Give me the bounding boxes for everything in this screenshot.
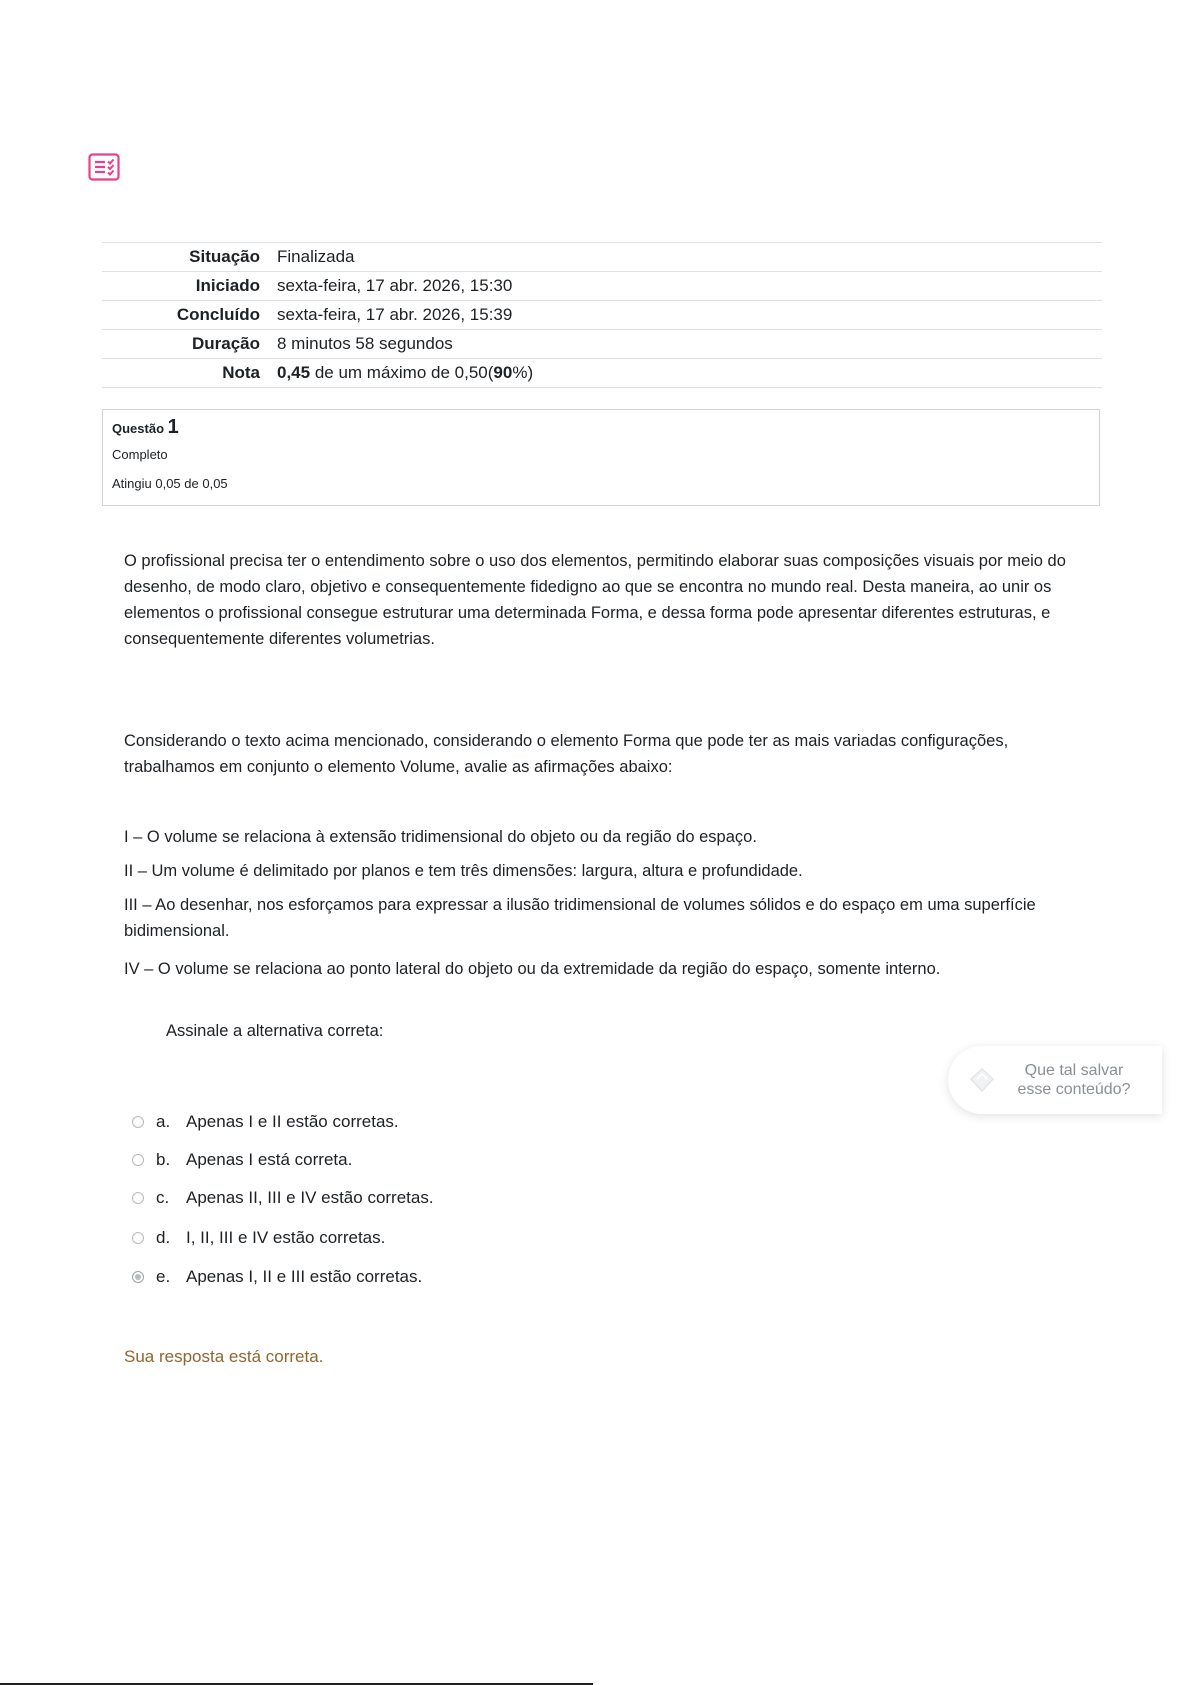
question-info-box <box>102 409 1100 506</box>
summary-label: Iniciado <box>195 276 260 295</box>
option-letter: c. <box>156 1188 170 1207</box>
save-content-widget[interactable] <box>948 1046 1162 1114</box>
summary-label: Concluído <box>176 305 260 324</box>
attempt-summary-table <box>102 242 1102 388</box>
summary-row-started <box>102 272 1102 301</box>
question-mark: Atingiu 0,05 de 0,05 <box>112 476 228 491</box>
summary-value: Finalizada <box>277 247 355 266</box>
option-letter: e. <box>156 1267 171 1286</box>
answer-feedback: Sua resposta está correta. <box>124 1347 324 1366</box>
save-widget-line2: esse conteúdo? <box>1017 1081 1131 1098</box>
summary-row-duration <box>102 330 1102 359</box>
radio-button[interactable] <box>132 1116 144 1128</box>
option-letter: a. <box>156 1112 171 1131</box>
question-state: Completo <box>112 447 168 462</box>
summary-value: sexta-feira, 17 abr. 2026, 15:39 <box>277 305 513 324</box>
question-number-value: 1 <box>167 416 179 438</box>
radio-button[interactable] <box>132 1192 144 1204</box>
option-letter: b. <box>156 1150 171 1169</box>
statement-item: III – Ao desenhar, nos esforçamos para expressar a ilusão tridimensional de volumes sólidos e do espaço em uma superfície bidimensional. <box>124 896 1036 940</box>
question-consider-paragraph: Considerando o texto acima mencionado, considerando o elemento Forma que pode ter as mais variadas configurações, trabalhamos em conjunto o elemento Volume, avalie as afirmações abaixo: <box>124 732 1009 776</box>
answer-option-b[interactable] <box>132 1148 352 1172</box>
grade-percent: 90 <box>493 363 513 382</box>
question-instruction: Assinale a alternativa correta: <box>166 1022 384 1040</box>
answer-option-c[interactable] <box>132 1186 434 1210</box>
summary-label: Duração <box>191 334 260 353</box>
option-text: Apenas I está correta. <box>186 1150 353 1169</box>
radio-button[interactable] <box>132 1232 144 1244</box>
quiz-review-icon <box>88 153 120 181</box>
summary-label: Situação <box>189 247 260 266</box>
radio-button[interactable] <box>132 1154 144 1166</box>
bookmark-save-icon <box>968 1066 996 1094</box>
statement-item: I – O volume se relaciona à extensão tridimensional do objeto ou da região do espaço. <box>124 828 757 846</box>
question-label: Questão <box>112 421 165 436</box>
summary-value: 8 minutos 58 segundos <box>277 334 453 353</box>
answer-option-a[interactable] <box>132 1110 399 1134</box>
grade-score: 0,45 <box>277 363 311 382</box>
save-widget-text <box>1004 1061 1144 1099</box>
grade-value <box>277 359 1102 388</box>
grade-suffix: %) <box>512 363 534 382</box>
statement-item: IV – O volume se relaciona ao ponto lateral do objeto ou da extremidade da região do espaço, somente interno. <box>124 960 941 978</box>
save-widget-line1: Que tal salvar <box>1024 1062 1124 1079</box>
summary-label: Nota <box>222 363 260 382</box>
question-number <box>112 416 1090 439</box>
summary-row-completed <box>102 301 1102 330</box>
grade-middle: de um máximo de 0,50( <box>310 363 494 382</box>
option-text: I, II, III e IV estão corretas. <box>186 1228 386 1247</box>
radio-button-selected[interactable] <box>132 1271 144 1283</box>
summary-value: sexta-feira, 17 abr. 2026, 15:30 <box>277 276 513 295</box>
question-intro-paragraph: O profissional precisa ter o entendimento sobre o uso dos elementos, permitindo elaborar suas composições visuais por meio do desenho, de modo claro, objetivo e consequentemente fidedigno ao que se encontra no mundo real. Desta maneira, ao unir os elementos o profissional consegue estruturar uma determinada Forma, e dessa forma pode apresentar diferentes estruturas, e consequentemente diferentes volumetrias. <box>124 552 1066 648</box>
option-text: Apenas I, II e III estão corretas. <box>186 1267 423 1286</box>
option-text: Apenas II, III e IV estão corretas. <box>186 1188 434 1207</box>
answer-option-e[interactable] <box>132 1265 422 1289</box>
summary-row-status <box>102 243 1102 272</box>
summary-row-grade <box>102 359 1102 388</box>
statement-item: II – Um volume é delimitado por planos e tem três dimensões: largura, altura e profundidade. <box>124 862 803 880</box>
option-text: Apenas I e II estão corretas. <box>186 1112 399 1131</box>
option-letter: d. <box>156 1228 171 1247</box>
answer-option-d[interactable] <box>132 1226 385 1250</box>
